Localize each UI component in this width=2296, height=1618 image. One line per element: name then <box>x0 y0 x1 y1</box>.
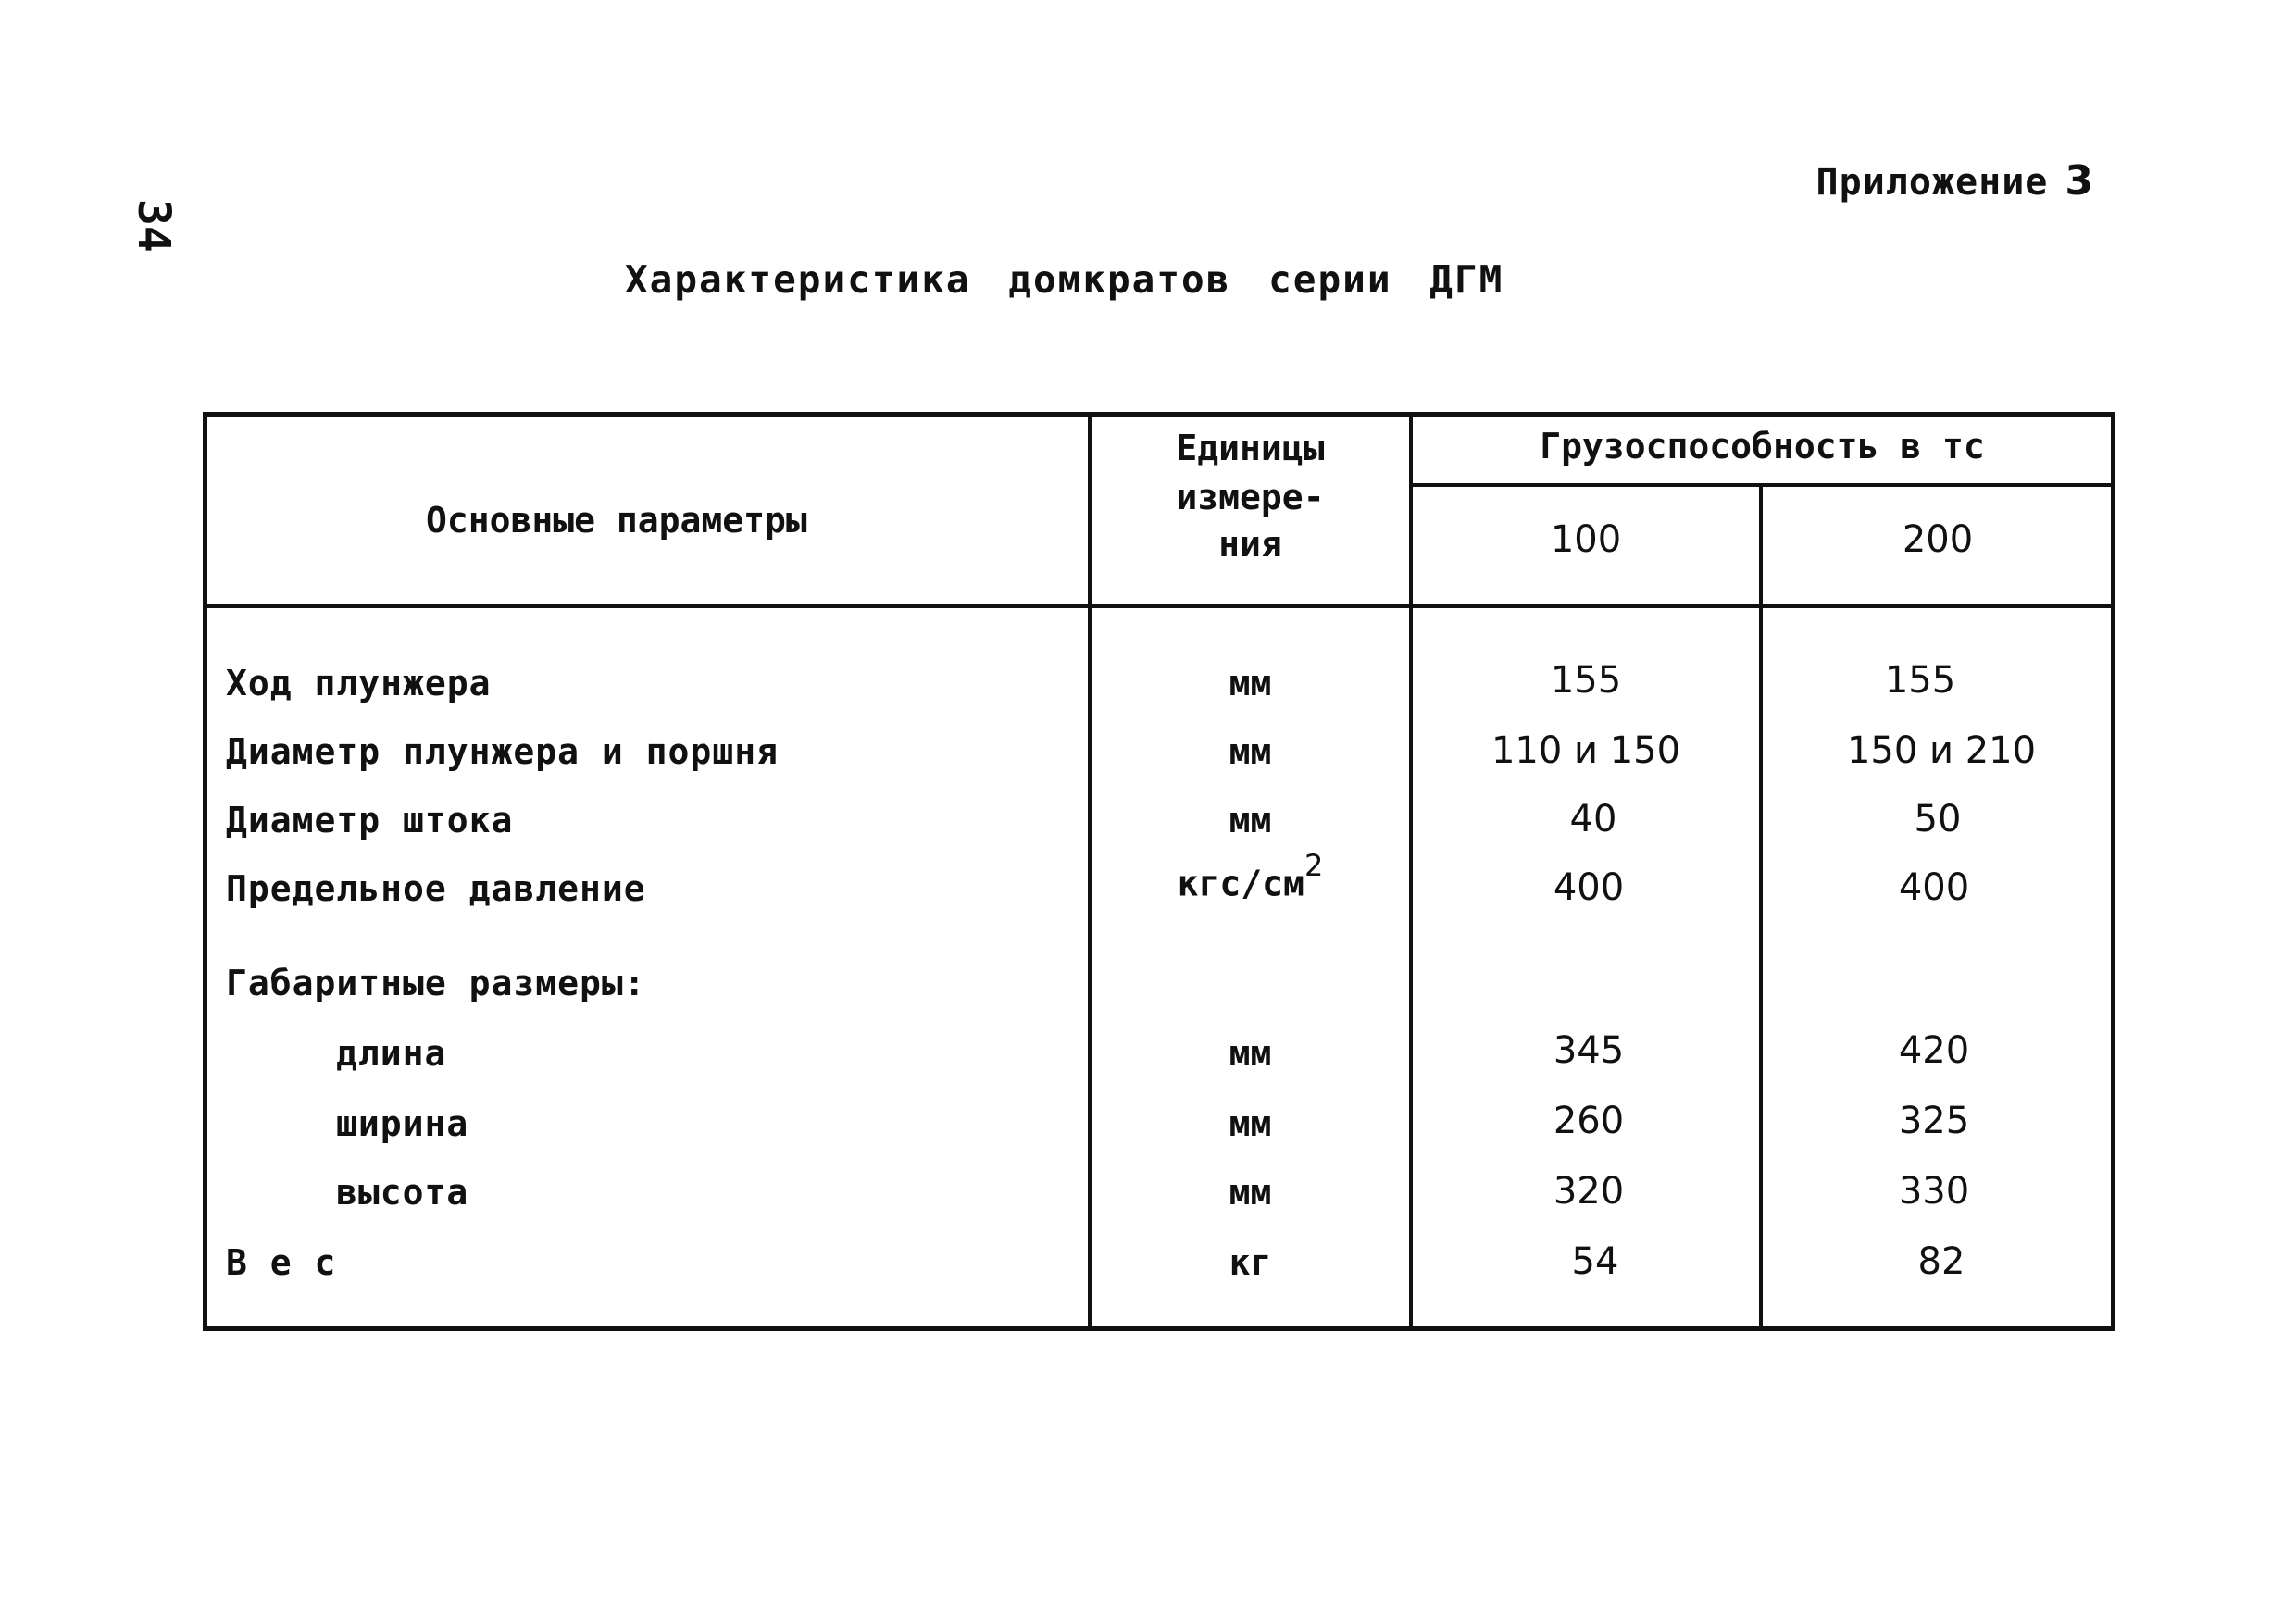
row-value-100: 155 <box>1550 659 1622 702</box>
header-unit-line1: Единицы <box>1176 428 1325 468</box>
row-param: Диаметр плунжера и поршня <box>226 731 779 772</box>
row-value-200: 155 <box>1884 659 1956 702</box>
row-unit: мм <box>1229 1103 1272 1144</box>
row-value-200: 400 <box>1898 866 1970 909</box>
row-param-sub: высота <box>336 1172 469 1213</box>
row-param: Ход плунжера <box>226 663 492 703</box>
header-capacity-100: 100 <box>1550 518 1622 561</box>
row-unit-superscript: 2 <box>1304 848 1324 883</box>
header-capacity-200: 200 <box>1902 518 1974 561</box>
header-unit-line2: измере- <box>1176 477 1325 517</box>
row-param-sub: длина <box>336 1033 447 1074</box>
row-param: Диаметр штока <box>226 800 514 840</box>
row-value-100: 40 <box>1569 798 1617 840</box>
row-param-sub: ширина <box>336 1103 469 1144</box>
header-unit-line3: ния <box>1218 524 1282 565</box>
row-unit: мм <box>1229 663 1272 703</box>
row-unit-base: кгс/см <box>1177 863 1304 904</box>
row-value-200: 420 <box>1898 1029 1970 1072</box>
row-param: В е с <box>226 1242 337 1283</box>
row-param: Предельное давление <box>226 868 646 909</box>
row-value-100: 110 и 150 <box>1491 729 1681 772</box>
row-unit <box>1092 848 1409 904</box>
header-bottom-line <box>203 604 2115 608</box>
row-unit: мм <box>1229 1033 1272 1074</box>
row-value-100: 345 <box>1553 1029 1625 1072</box>
row-value-100: 400 <box>1553 866 1625 909</box>
row-unit: кг <box>1229 1242 1272 1283</box>
appendix-number: 3 <box>2065 157 2094 205</box>
row-unit: мм <box>1229 1172 1272 1213</box>
row-unit: мм <box>1229 800 1272 840</box>
page-number: 34 <box>128 199 180 253</box>
document-title: Характеристика домкратов серии ДГМ <box>625 257 1504 302</box>
header-capacity: Грузоспособность в тс <box>1540 426 1985 467</box>
row-value-200: 50 <box>1914 798 1962 840</box>
row-value-100: 260 <box>1553 1100 1625 1142</box>
header-param: Основные параметры <box>426 500 807 541</box>
row-value-200: 325 <box>1898 1100 1970 1142</box>
appendix-label <box>1816 157 2094 205</box>
row-value-200: 82 <box>1917 1240 1965 1283</box>
row-value-200: 330 <box>1898 1170 1970 1213</box>
row-value-100: 320 <box>1553 1170 1625 1213</box>
header-subdivider <box>1409 483 2115 487</box>
row-param-group: Габаритные размеры: <box>226 963 646 1003</box>
appendix-text: Приложение <box>1816 161 2049 204</box>
row-unit: мм <box>1229 731 1272 772</box>
row-value-100: 54 <box>1571 1240 1619 1283</box>
row-value-200: 150 и 210 <box>1846 729 2037 772</box>
